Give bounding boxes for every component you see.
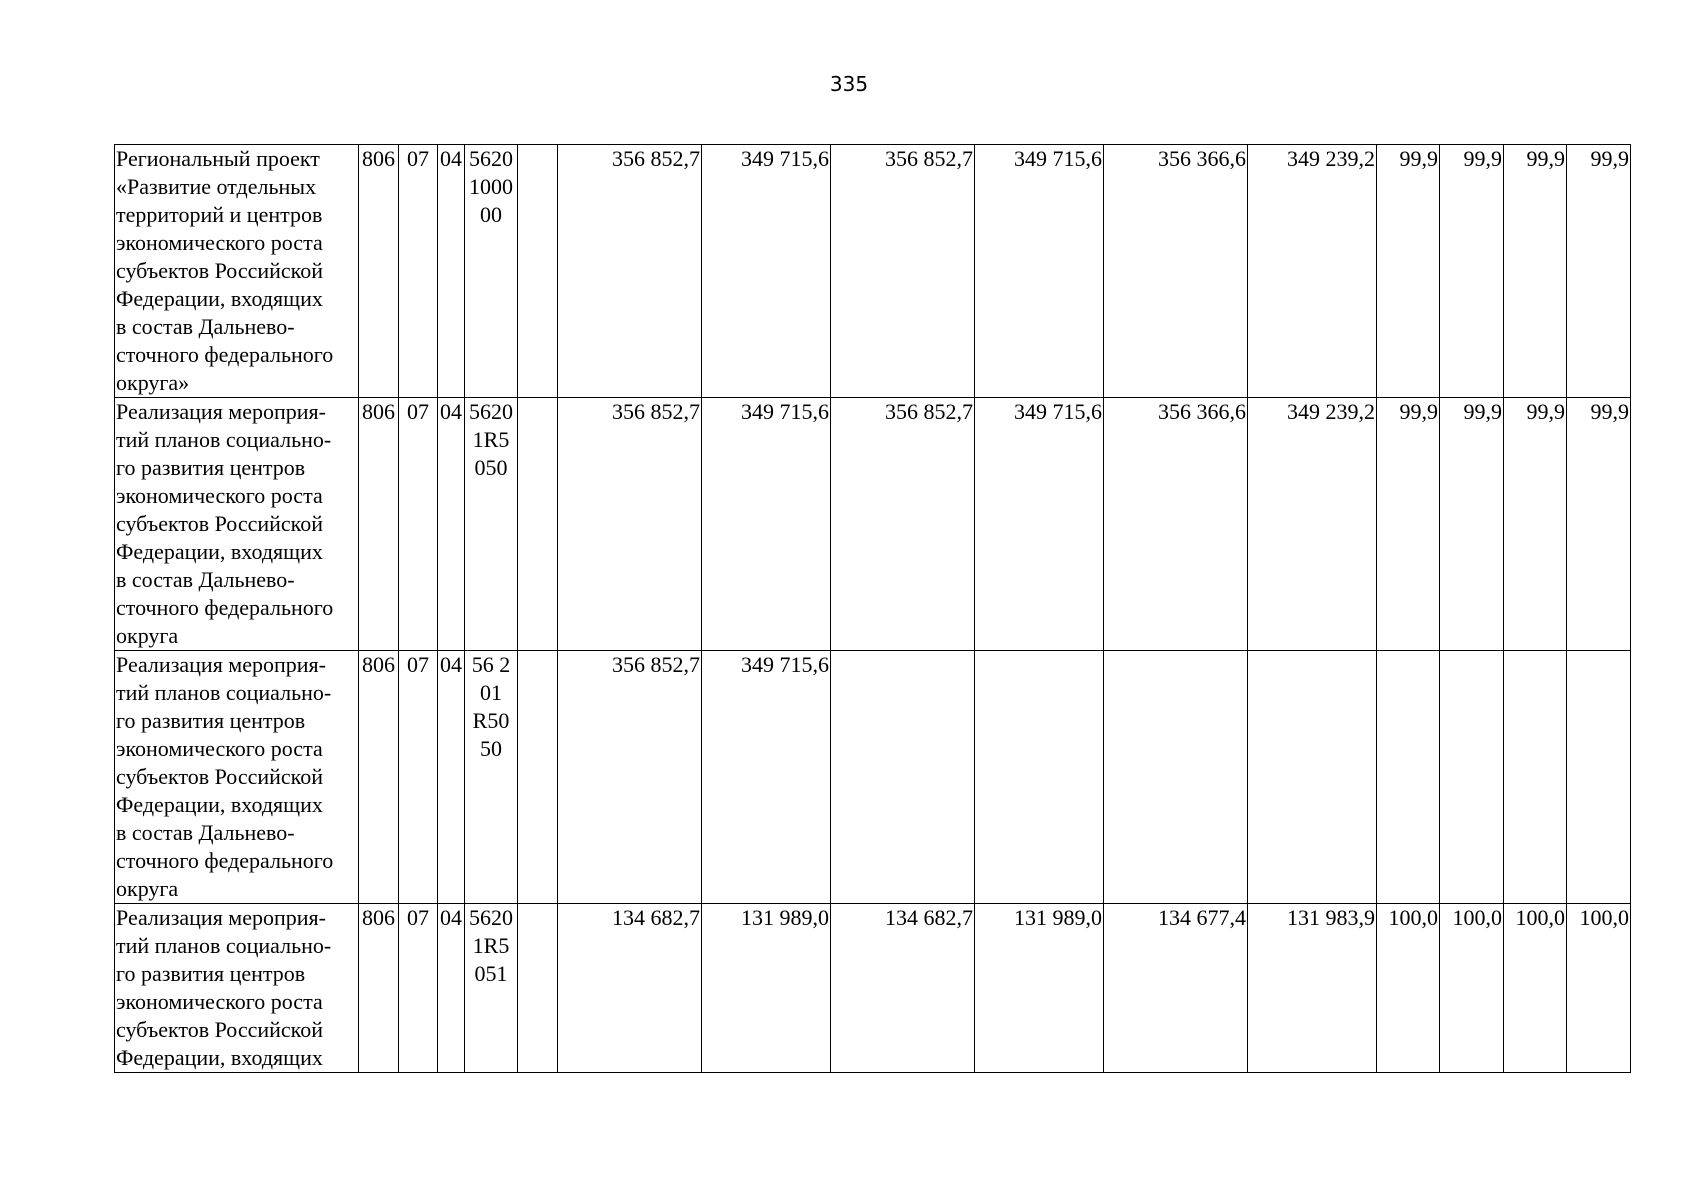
- grbs-code-cell: [359, 145, 399, 398]
- value-cell-8-text: 99,9: [1463, 146, 1502, 171]
- value-cell-5-text: 356 366,6: [1158, 146, 1246, 171]
- value-cell-2: [702, 398, 831, 651]
- value-cell-8-text: 99,9: [1463, 399, 1502, 424]
- value-cell-4: [975, 145, 1104, 398]
- value-cell-3-text: 356 852,7: [885, 399, 973, 424]
- value-cell-6-text: 349 239,2: [1287, 146, 1375, 171]
- value-cell-1: [558, 398, 702, 651]
- value-cell-1-text: 356 852,7: [612, 652, 700, 677]
- value-cell-3: [831, 145, 975, 398]
- value-cell-4: [975, 904, 1104, 1073]
- expense-name-cell: [115, 904, 359, 1073]
- table-row: [115, 145, 1631, 398]
- value-cell-2-text: 349 715,6: [741, 146, 829, 171]
- expense-type-cell: [518, 145, 558, 398]
- expense-name-cell-text: Региональный проект «Развитие отдельных территорий и центров экономического роста субъектов Российской Федерации, входящих в состав Дальнево- сточного федерального округа»: [116, 146, 334, 395]
- value-cell-4-text: 349 715,6: [1014, 399, 1102, 424]
- value-cell-3: [831, 398, 975, 651]
- value-cell-5: [1104, 651, 1248, 904]
- value-cell-9-text: 99,9: [1526, 146, 1565, 171]
- section-code-cell-text: 07: [407, 146, 429, 171]
- value-cell-10-text: 99,9: [1590, 399, 1629, 424]
- value-cell-10: [1567, 398, 1631, 651]
- value-cell-5-text: 356 366,6: [1158, 399, 1246, 424]
- target-article-cell-text: 5620 1000 00: [469, 146, 513, 227]
- section-code-cell: [399, 651, 438, 904]
- subsection-code-cell-text: 04: [440, 146, 462, 171]
- value-cell-9: [1504, 651, 1567, 904]
- value-cell-2-text: 349 715,6: [741, 652, 829, 677]
- value-cell-2-text: 349 715,6: [741, 399, 829, 424]
- grbs-code-cell-text: 806: [362, 652, 395, 677]
- section-code-cell-text: 07: [407, 652, 429, 677]
- expense-name-cell: [115, 398, 359, 651]
- grbs-code-cell-text: 806: [362, 146, 395, 171]
- value-cell-2-text: 131 989,0: [741, 905, 829, 930]
- subsection-code-cell-text: 04: [440, 905, 462, 930]
- value-cell-5-text: 134 677,4: [1158, 905, 1246, 930]
- target-article-cell: [465, 651, 518, 904]
- value-cell-4: [975, 651, 1104, 904]
- value-cell-7-text: 99,9: [1399, 146, 1438, 171]
- subsection-code-cell: [438, 145, 465, 398]
- value-cell-10: [1567, 651, 1631, 904]
- expense-name-cell: [115, 651, 359, 904]
- value-cell-2: [702, 145, 831, 398]
- value-cell-1-text: 134 682,7: [612, 905, 700, 930]
- value-cell-1-text: 356 852,7: [612, 399, 700, 424]
- table-row: [115, 904, 1631, 1073]
- value-cell-5: [1104, 904, 1248, 1073]
- value-cell-3: [831, 904, 975, 1073]
- value-cell-10: [1567, 145, 1631, 398]
- value-cell-1: [558, 904, 702, 1073]
- subsection-code-cell: [438, 904, 465, 1073]
- subsection-code-cell-text: 04: [440, 652, 462, 677]
- value-cell-5: [1104, 145, 1248, 398]
- expense-name-cell: [115, 145, 359, 398]
- section-code-cell: [399, 398, 438, 651]
- value-cell-6-text: 131 983,9: [1287, 905, 1375, 930]
- section-code-cell-text: 07: [407, 399, 429, 424]
- budget-table: [114, 144, 1631, 1073]
- value-cell-6: [1248, 651, 1377, 904]
- expense-type-cell: [518, 904, 558, 1073]
- value-cell-10-text: 100,0: [1579, 905, 1629, 930]
- value-cell-1: [558, 651, 702, 904]
- value-cell-6: [1248, 145, 1377, 398]
- value-cell-2: [702, 904, 831, 1073]
- value-cell-6: [1248, 904, 1377, 1073]
- target-article-cell: [465, 398, 518, 651]
- target-article-cell: [465, 145, 518, 398]
- subsection-code-cell-text: 04: [440, 399, 462, 424]
- expense-type-cell: [518, 398, 558, 651]
- table-body: [115, 145, 1631, 1073]
- expense-type-cell: [518, 651, 558, 904]
- value-cell-7-text: 100,0: [1388, 905, 1438, 930]
- section-code-cell-text: 07: [407, 905, 429, 930]
- value-cell-7-text: 99,9: [1399, 399, 1438, 424]
- value-cell-1-text: 356 852,7: [612, 146, 700, 171]
- value-cell-3-text: 356 852,7: [885, 146, 973, 171]
- value-cell-8-text: 100,0: [1452, 905, 1502, 930]
- target-article-cell-text: 5620 1R5 050: [469, 399, 513, 480]
- grbs-code-cell-text: 806: [362, 905, 395, 930]
- value-cell-4: [975, 398, 1104, 651]
- subsection-code-cell: [438, 651, 465, 904]
- expense-name-cell-text: Реализация мероприя- тий планов социально- го развития центров экономического роста субъектов Российской Федерации, входящих в состав Дальнево- сточного федерального округа: [116, 399, 334, 648]
- value-cell-3: [831, 651, 975, 904]
- value-cell-9: [1504, 398, 1567, 651]
- target-article-cell-text: 5620 1R5 051: [469, 905, 513, 986]
- subsection-code-cell: [438, 398, 465, 651]
- value-cell-2: [702, 651, 831, 904]
- value-cell-9-text: 100,0: [1515, 905, 1565, 930]
- value-cell-8: [1440, 651, 1504, 904]
- grbs-code-cell: [359, 651, 399, 904]
- value-cell-9: [1504, 145, 1567, 398]
- value-cell-7: [1377, 651, 1440, 904]
- value-cell-4-text: 349 715,6: [1014, 146, 1102, 171]
- value-cell-9-text: 99,9: [1526, 399, 1565, 424]
- expense-name-cell-text: Реализация мероприя- тий планов социально- го развития центров экономического роста субъектов Российской Федерации, входящих в состав Дальнево- сточного федерального округа: [116, 652, 334, 901]
- value-cell-8: [1440, 904, 1504, 1073]
- table-row: [115, 398, 1631, 651]
- value-cell-7: [1377, 145, 1440, 398]
- page-number: 335: [829, 72, 869, 96]
- value-cell-3-text: 134 682,7: [885, 905, 973, 930]
- value-cell-7: [1377, 904, 1440, 1073]
- table-row: [115, 651, 1631, 904]
- expense-name-cell-text: Реализация мероприя- тий планов социально- го развития центров экономического роста субъектов Российской Федерации, входящих: [116, 905, 332, 1070]
- value-cell-6-text: 349 239,2: [1287, 399, 1375, 424]
- grbs-code-cell: [359, 904, 399, 1073]
- target-article-cell-text: 56 2 01 R50 50: [471, 652, 511, 761]
- value-cell-5: [1104, 398, 1248, 651]
- value-cell-8: [1440, 145, 1504, 398]
- value-cell-7: [1377, 398, 1440, 651]
- grbs-code-cell: [359, 398, 399, 651]
- section-code-cell: [399, 145, 438, 398]
- target-article-cell: [465, 904, 518, 1073]
- value-cell-4-text: 131 989,0: [1014, 905, 1102, 930]
- value-cell-8: [1440, 398, 1504, 651]
- value-cell-6: [1248, 398, 1377, 651]
- value-cell-10-text: 99,9: [1590, 146, 1629, 171]
- value-cell-1: [558, 145, 702, 398]
- value-cell-10: [1567, 904, 1631, 1073]
- section-code-cell: [399, 904, 438, 1073]
- grbs-code-cell-text: 806: [362, 399, 395, 424]
- value-cell-9: [1504, 904, 1567, 1073]
